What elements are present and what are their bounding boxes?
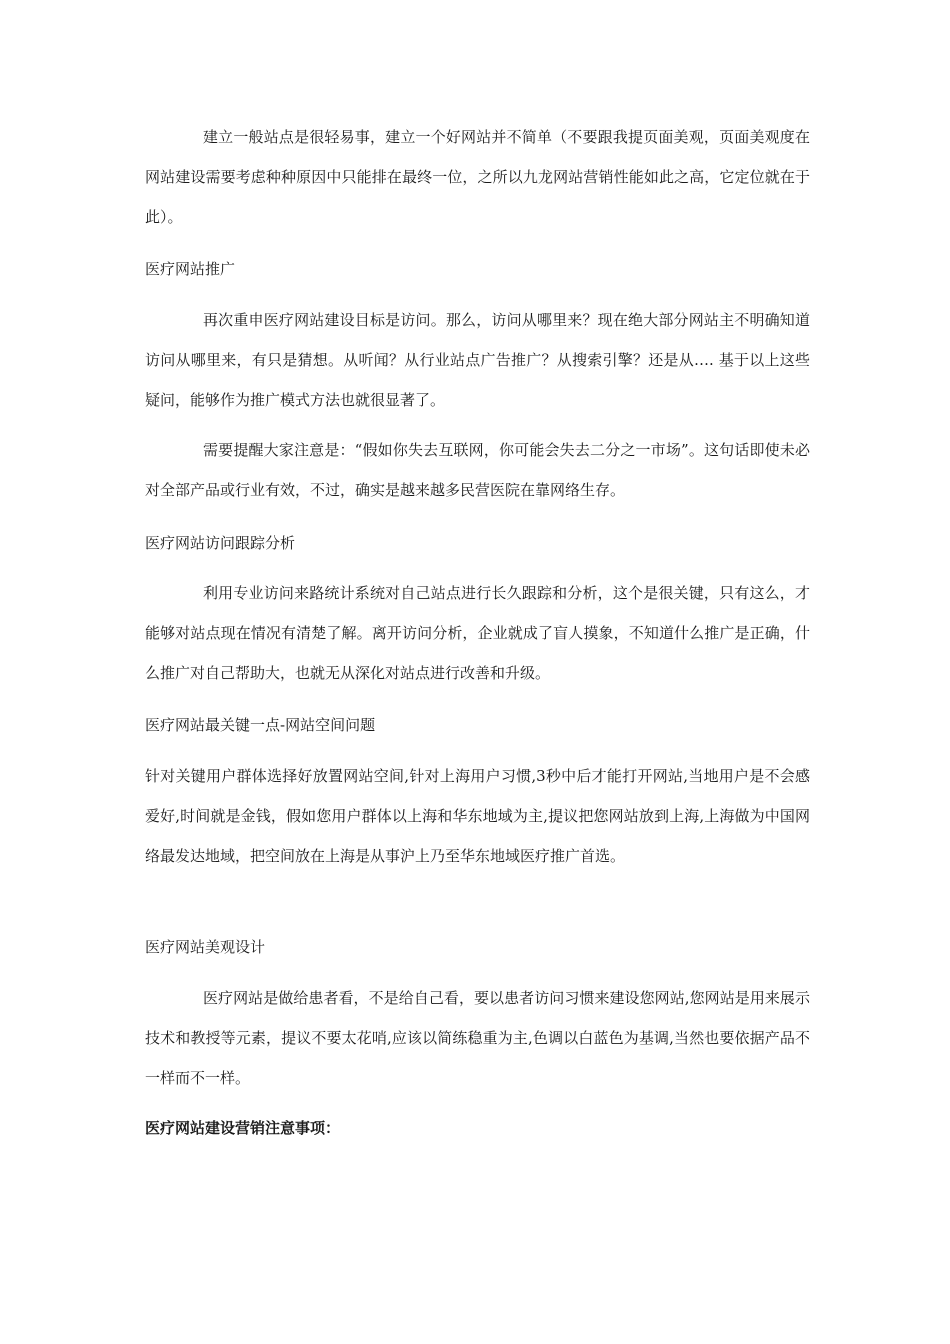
intro-paragraph: 建立一般站点是很轻易事，建立一个好网站并不简单（不要跟我提页面美观，页面美观度在网站建设需要考虑种种原因中只能排在最终一位，之所以九龙网站营销性能如此之高，它定位就在于此）。	[145, 128, 810, 226]
section-heading-hosting: 医疗网站最关键一点-网站空间问题	[145, 716, 376, 734]
section-heading-promotion: 医疗网站推广	[145, 260, 236, 278]
reminder-paragraph: 需要提醒大家注意是：“假如你失去互联网，你可能会失去二分之一市场”。这句话即使未必对全部产品或行业有效，不过，确实是越来越多民营医院在靠网络生存。	[145, 441, 810, 499]
design-paragraph: 医疗网站是做给患者看，不是给自己看，要以患者访问习惯来建设您网站,您网站是用来展示技术和教授等元素，提议不要太花哨,应该以简练稳重为主,色调以白蓝色为基调,当然也要依据产品不一样而不一样。	[145, 989, 810, 1087]
section-heading-tracking: 医疗网站访问跟踪分析	[145, 534, 296, 552]
tracking-paragraph: 利用专业访问来路统计系统对自己站点进行长久跟踪和分析，这个是很关键，只有这么，才能够对站点现在情况有清楚了解。离开访问分析，企业就成了盲人摸象，不知道什么推广是正确，什么推广对自己帮助大，也就无从深化对站点进行改善和升级。	[145, 584, 810, 682]
promotion-paragraph: 再次重申医疗网站建设目标是访问。那么，访问从哪里来？现在绝大部分网站主不明确知道访问从哪里来，有只是猜想。从听闻？从行业站点广告推广？从搜索引擎？还是从…. 基于以上这些疑问，能够作为推广模式方法也就很显著了。	[145, 311, 810, 409]
section-heading-notes: 医疗网站建设营销注意事项：	[145, 1119, 341, 1137]
section-heading-design: 医疗网站美观设计	[145, 938, 266, 956]
hosting-paragraph: 针对关键用户群体选择好放置网站空间,针对上海用户习惯,3秒中后才能打开网站,当地用户是不会感爱好,时间就是金钱，假如您用户群体以上海和华东地域为主,提议把您网站放到上海,上海做为中国网络最发达地域，把空间放在上海是从事沪上乃至华东地域医疗推广首选。	[145, 767, 810, 865]
